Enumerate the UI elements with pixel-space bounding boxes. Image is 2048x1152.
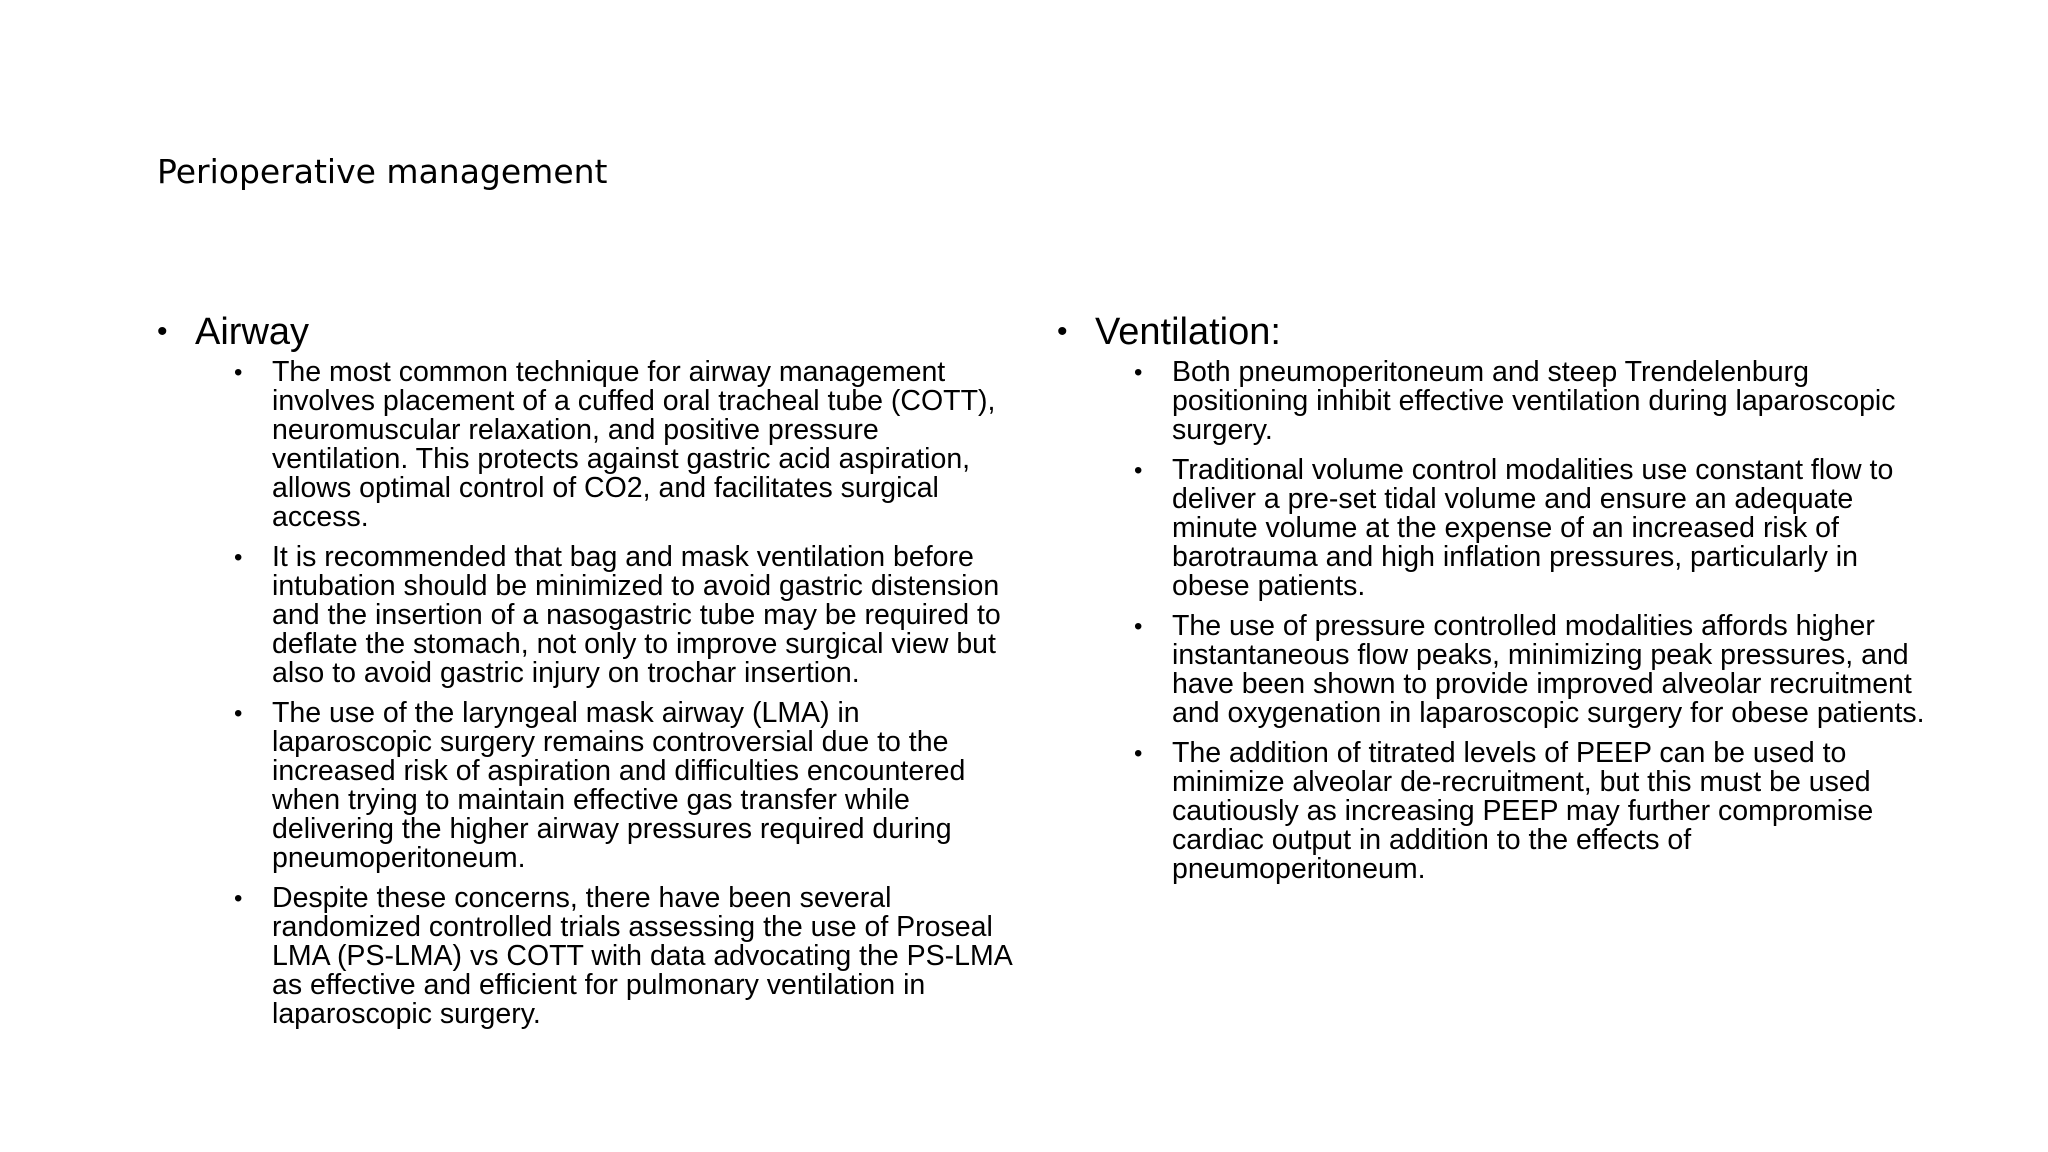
airway-heading [157, 310, 1017, 354]
bullet-icon: • [1134, 457, 1143, 484]
bullet-icon: • [1057, 315, 1068, 348]
ventilation-list [1057, 358, 1927, 884]
bullet-icon: • [157, 315, 168, 348]
bullet-icon: • [1134, 359, 1143, 386]
bullet-icon: • [234, 700, 243, 727]
bullet-icon: • [234, 544, 243, 571]
list-item [157, 699, 1017, 873]
airway-list [157, 358, 1017, 1029]
list-item [157, 543, 1017, 688]
list-item-text: Despite these concerns, there have been several randomized controlled trials assessing the use of Proseal LMA (PS-LMA) vs COTT with data advocating the PS-LMA as effective and efficient for pulmonary ventilation in laparoscopic surgery. [272, 882, 1012, 1030]
list-item-text: The most common technique for airway management involves placement of a cuffed oral tracheal tube (COTT), neuromuscular relaxation, and positive pressure ventilation. This protects against gastric acid aspiration, allows optimal control of CO2, and facilitates surgical access. [272, 356, 996, 533]
bullet-icon: • [234, 359, 243, 386]
list-item [157, 884, 1017, 1029]
list-item-text: It is recommended that bag and mask ventilation before intubation should be minimized to avoid gastric distension and the insertion of a nasogastric tube may be required to deflate the stomach, not only to improve surgical view but also to avoid gastric injury on trochar insertion. [272, 541, 1001, 689]
bullet-icon: • [234, 885, 243, 912]
ventilation-heading-label: Ventilation: [1095, 311, 1281, 353]
list-item [1057, 358, 1927, 445]
airway-heading-label: Airway [195, 311, 310, 353]
list-item [1057, 456, 1927, 601]
list-item [1057, 612, 1927, 728]
slide-title: Perioperative management [157, 152, 608, 191]
bullet-icon: • [1134, 740, 1143, 767]
list-item-text: The use of pressure controlled modalities affords higher instantaneous flow peaks, minimizing peak pressures, and have been shown to provide improved alveolar recruitment and oxygenation in laparoscopic surgery for obese patients. [1172, 610, 1925, 729]
list-item [1057, 739, 1927, 884]
list-item-text: Traditional volume control modalities use constant flow to deliver a pre-set tidal volume and ensure an adequate minute volume at the expense of an increased risk of barotrauma and high inflation pressures, particularly in obese patients. [1172, 454, 1894, 602]
ventilation-column [1057, 310, 1927, 895]
bullet-icon: • [1134, 613, 1143, 640]
ventilation-heading [1057, 310, 1927, 354]
list-item-text: Both pneumoperitoneum and steep Trendelenburg positioning inhibit effective ventilation during laparoscopic surgery. [1172, 356, 1896, 446]
airway-column [157, 310, 1017, 1040]
list-item-text: The use of the laryngeal mask airway (LMA) in laparoscopic surgery remains controversial due to the increased risk of aspiration and difficulties encountered when trying to maintain effective gas transfer while delivering the higher airway pressures required during pneumoperitoneum. [272, 697, 966, 874]
list-item-text: The addition of titrated levels of PEEP can be used to minimize alveolar de-recruitment, but this must be used cautiously as increasing PEEP may further compromise cardiac output in addition to the effects of pneumoperitoneum. [1172, 737, 1874, 885]
list-item [157, 358, 1017, 532]
